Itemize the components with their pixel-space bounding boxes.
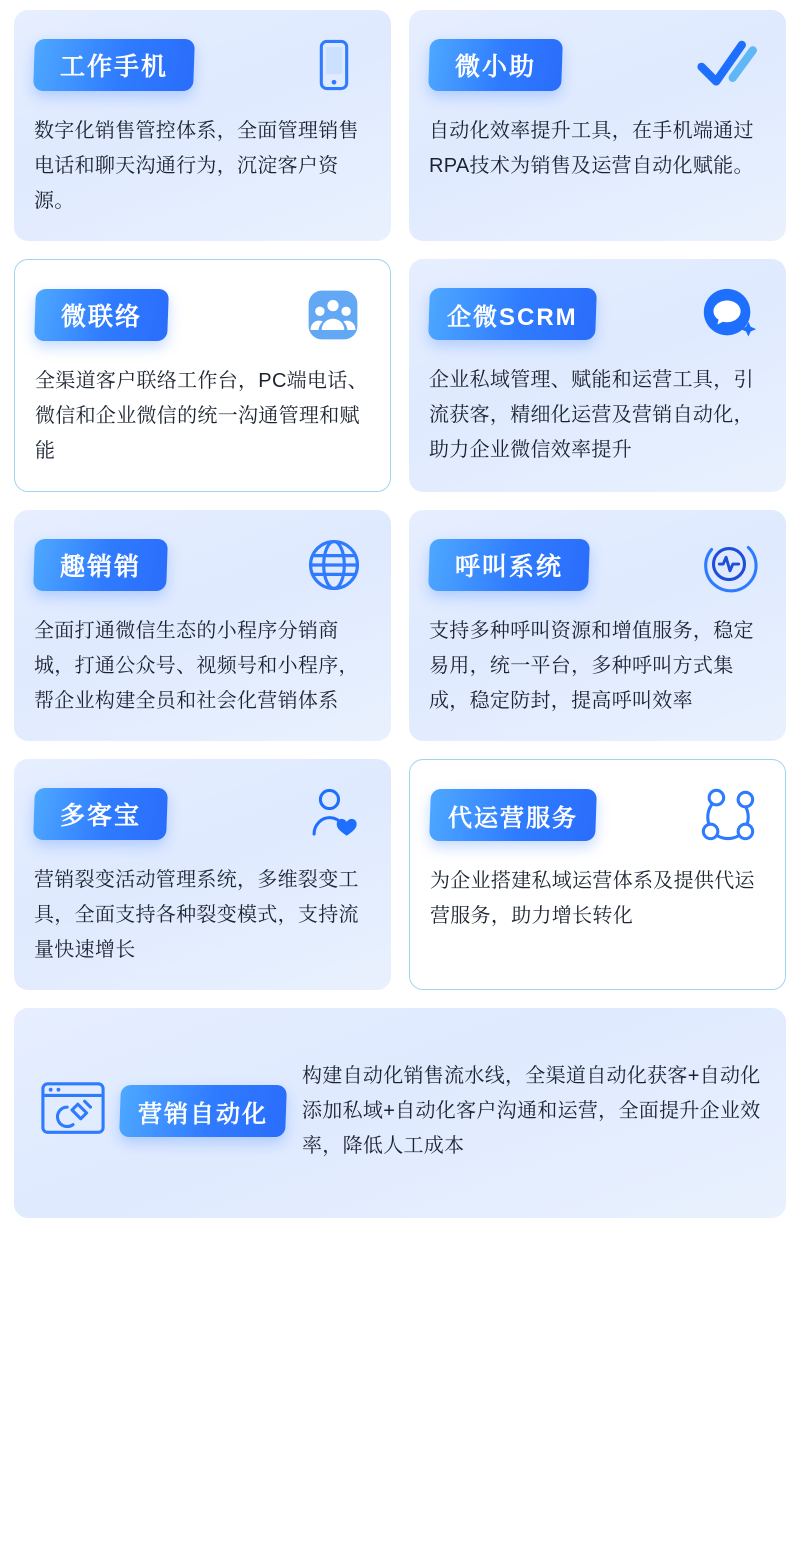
product-card-wxz[interactable] <box>409 10 786 241</box>
card-title: 营销自动化 <box>138 1100 268 1128</box>
card-title-tag <box>34 289 169 341</box>
card-description: 自动化效率提升工具，在手机端通过RPA技术为销售及运营自动化赋能。 <box>429 120 754 177</box>
browser-wrench-icon <box>36 1074 110 1148</box>
chat-bubble-icon <box>692 277 766 351</box>
card-description: 为企业搭建私域运营体系及提供代运营服务，助力增长转化 <box>430 870 755 927</box>
card-title: 多客宝 <box>60 802 142 830</box>
product-card-scrm[interactable] <box>409 259 786 492</box>
card-header <box>36 1074 286 1148</box>
card-description: 全渠道客户联络工作台，PC端电话、微信和企业微信的统一沟通管理和赋能 <box>35 370 368 462</box>
product-card-call-system[interactable] <box>409 510 786 741</box>
share-nodes-icon <box>691 778 765 852</box>
card-title-tag <box>33 539 168 591</box>
card-header <box>34 777 371 851</box>
card-title-tag <box>428 288 596 340</box>
card-title: 工作手机 <box>60 53 169 81</box>
card-title: 呼叫系统 <box>455 553 564 581</box>
card-header <box>430 778 765 852</box>
card-header <box>429 277 766 351</box>
person-heart-icon <box>297 777 371 851</box>
card-description: 构建自动化销售流水线，全渠道自动化获客+自动化添加私域+自动化客户沟通和运营，全面提升企业效率，降低人工成本 <box>302 1064 761 1157</box>
double-check-icon <box>692 28 766 102</box>
product-card-wll[interactable] <box>14 259 391 492</box>
card-title: 企微SCRM <box>447 303 578 331</box>
card-title: 微小助 <box>455 53 537 81</box>
card-header <box>34 528 371 602</box>
call-waveform-icon <box>692 528 766 602</box>
product-card-grid <box>14 10 786 990</box>
card-title-tag <box>428 539 590 591</box>
card-description: 营销裂变活动管理系统，多维裂变工具，全面支持各种裂变模式，支持流量快速增长 <box>34 869 359 961</box>
card-header <box>34 28 371 102</box>
card-header <box>429 528 766 602</box>
group-people-icon <box>296 278 370 352</box>
card-header <box>429 28 766 102</box>
card-description: 支持多种呼叫资源和增值服务，稳定易用，统一平台，多种呼叫方式集成，稳定防封，提高呼叫效率 <box>429 620 754 712</box>
product-card-work-phone[interactable] <box>14 10 391 241</box>
card-title-tag <box>33 788 168 840</box>
card-title: 代运营服务 <box>448 804 578 832</box>
card-title: 微联络 <box>61 303 143 331</box>
product-card-duokebao[interactable] <box>14 759 391 990</box>
card-description: 全面打通微信生态的小程序分销商城，打通公众号、视频号和小程序，帮企业构建全员和社会化营销体系 <box>34 620 359 712</box>
product-card-managed-service[interactable] <box>409 759 786 990</box>
card-description: 企业私域管理、赋能和运营工具，引流获客，精细化运营及营销自动化，助力企业微信效率提升 <box>429 369 754 461</box>
product-card-marketing-automation[interactable] <box>14 1008 786 1218</box>
card-body <box>302 1059 764 1164</box>
card-title-tag <box>33 39 195 91</box>
product-card-quxiaoxiao[interactable] <box>14 510 391 741</box>
card-description: 数字化销售管控体系，全面管理销售电话和聊天沟通行为，沉淀客户资源。 <box>34 120 359 212</box>
card-title-tag <box>428 39 563 91</box>
globe-icon <box>297 528 371 602</box>
card-title-tag <box>429 789 597 841</box>
card-header <box>35 278 370 352</box>
card-title: 趣销销 <box>60 553 142 581</box>
mobile-phone-icon <box>297 28 371 102</box>
card-title-tag <box>119 1085 287 1137</box>
